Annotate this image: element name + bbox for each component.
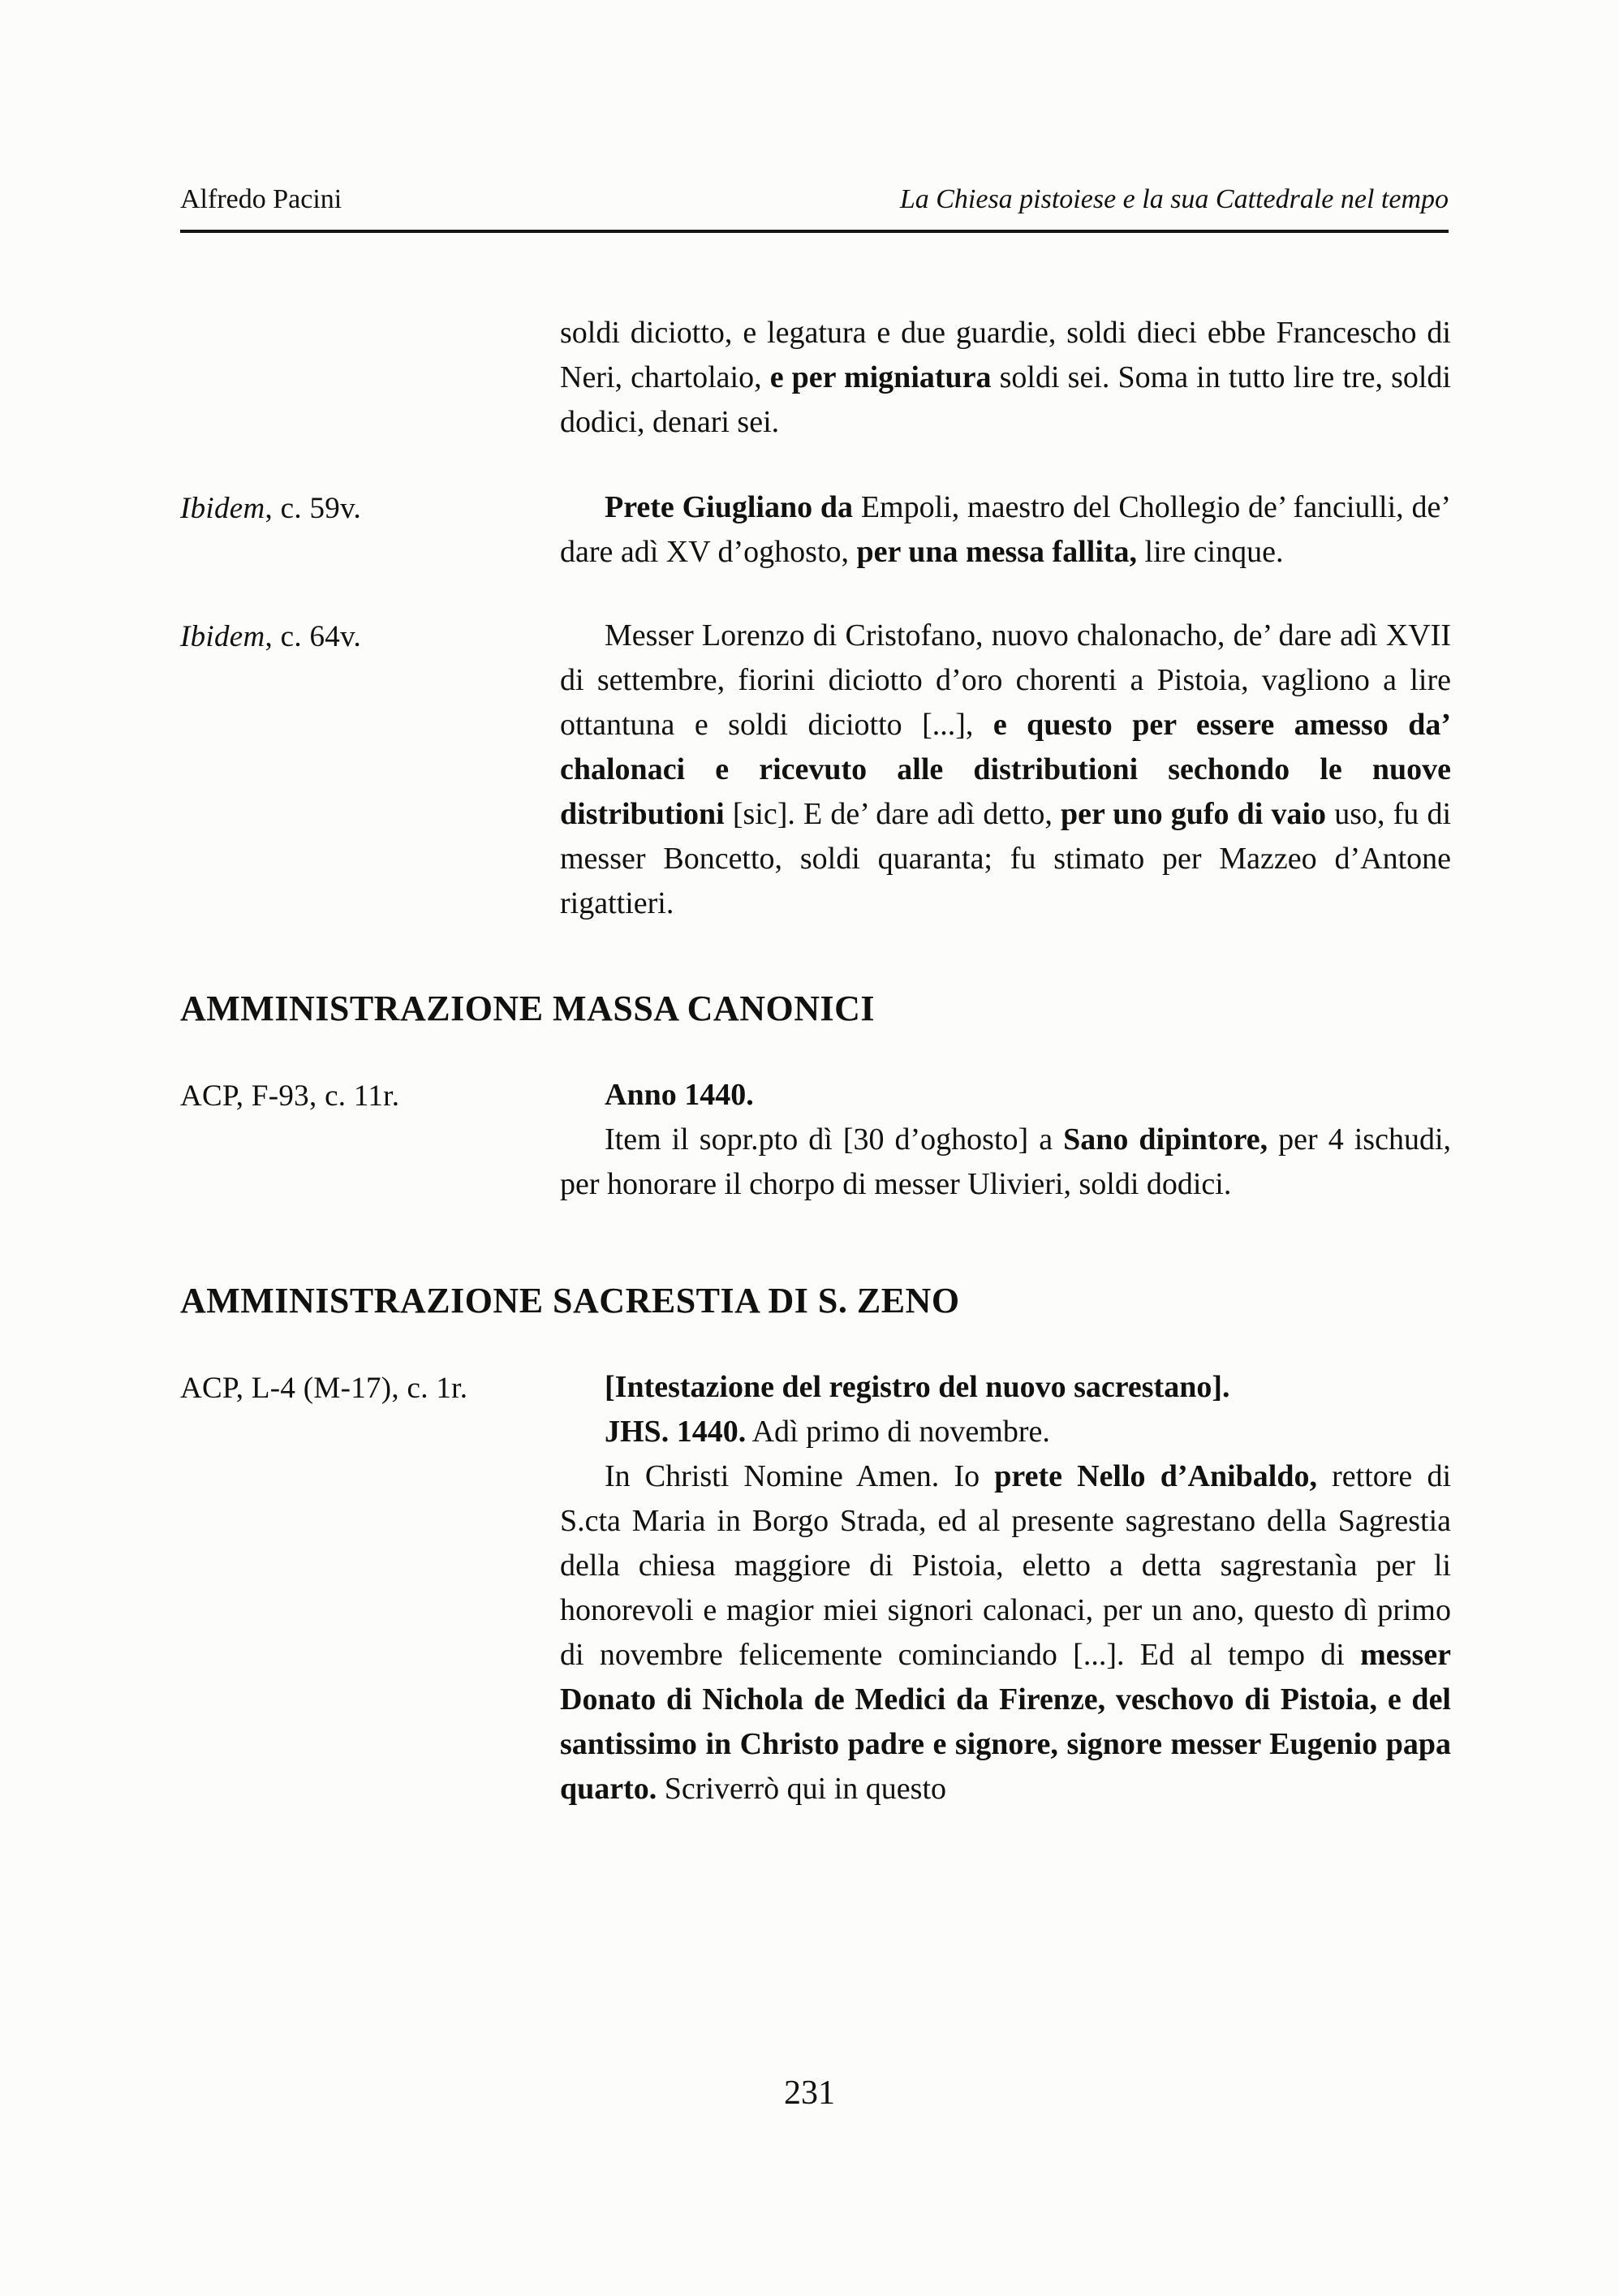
margin-note-empty [180, 311, 560, 312]
text-segment: per 4 ischudi, per honorare il chorpo di messer Ulivieri, soldi dodici. [560, 1122, 1452, 1201]
entry-paragraph [560, 614, 1451, 926]
page-body [180, 311, 1451, 1811]
text-segment: lire cinque. [1137, 535, 1284, 569]
text-segment: e per migniatura [769, 360, 992, 394]
entry-acp-f93 [180, 1073, 1451, 1207]
text-segment: [sic]. E de’ dare adì detto, [724, 797, 1061, 831]
header-author: Alfredo Pacini [180, 184, 342, 214]
text-segment: Prete Giugliano da [605, 490, 861, 524]
entry-text [560, 485, 1451, 575]
text-segment: Ibidem [180, 492, 265, 525]
text-segment: prete Nello d’Anibaldo, [994, 1459, 1317, 1493]
text-segment: [Intestazione del registro del nuovo sacrestano]. [605, 1370, 1230, 1404]
entry-ibidem-59v [180, 485, 1451, 575]
entry-paragraph [560, 1410, 1451, 1454]
text-segment: soldi sei. Soma in tutto lire tre, soldi dodici, denari sei. [560, 360, 1451, 439]
text-segment: uso, fu di messer Boncetto, soldi quaranta; fu stimato per Mazzeo d’Antone rigattieri. [560, 797, 1452, 920]
text-segment: e questo per essere amesso da’ chalonaci e ricevuto alle distributioni sechondo le nuove distributioni [560, 708, 1451, 831]
text-segment: , c. 64v. [265, 620, 362, 653]
section-heading-massa-canonici: AMMINISTRAZIONE MASSA CANONICI [180, 989, 875, 1028]
text-segment: messer Donato di Nichola de Medici da Firenze, veschovo di Pistoia, e del santissimo in Christo padre e signore, signore messer Eugenio papa quarto. [560, 1638, 1451, 1806]
text-segment: Anno 1440. [605, 1078, 754, 1112]
header-rule [180, 230, 1449, 233]
header-running-title: La Chiesa pistoiese e la sua Cattedrale nel tempo [899, 184, 1449, 214]
text-segment: Empoli, maestro del Chollegio de’ fanciulli, de’ dare adì XV d’oghosto, [560, 490, 1451, 569]
text-segment: JHS. 1440. [605, 1415, 747, 1449]
text-segment: Sano dipintore, [1063, 1122, 1268, 1157]
entry-continuation [180, 311, 1451, 445]
margin-note [180, 1365, 560, 1411]
text-segment: Item il sopr.pto dì [30 d’oghosto] a [605, 1122, 1064, 1157]
text-segment: per uno gufo di vaio [1060, 797, 1327, 831]
entry-text [560, 614, 1451, 926]
margin-note [180, 614, 560, 659]
text-segment: per una messa fallita, [856, 535, 1138, 569]
margin-note [180, 1073, 560, 1118]
text-segment: Adì primo di novembre. [746, 1415, 1050, 1449]
text-segment: Scriverrò qui in questo [657, 1772, 947, 1806]
entry-paragraph [560, 1073, 1451, 1118]
entry-text [560, 311, 1451, 445]
entry-paragraph [560, 1454, 1451, 1811]
page-number: 231 [784, 2074, 835, 2112]
section-heading-sacrestia-s-zeno: AMMINISTRAZIONE SACRESTIA DI S. ZENO [180, 1281, 960, 1320]
text-segment: , c. 59v. [265, 492, 362, 525]
text-segment: soldi diciotto, e legatura e due guardie, soldi dieci ebbe Francescho di Neri, chartolaio, [560, 316, 1451, 394]
text-segment: Ibidem [180, 620, 265, 653]
text-segment: Messer Lorenzo di Cristofano, nuovo chalonacho, de’ dare adì XVII di settembre, fiorini diciotto d’oro chorenti a Pistoia, vagliono a lire ottantuna e soldi diciotto [...], [560, 618, 1451, 742]
text-segment: rettore di S.cta Maria in Borgo Strada, ed al presente sagrestano della Sagrestia della chiesa maggiore di Pistoia, eletto a detta sagrestanìa per li honorevoli e magior miei signori calonaci, per un ano, questo dì primo di novembre felicemente cominciando [...]. Ed al tempo di [560, 1459, 1452, 1672]
text-segment: ACP, F-93, c. 11r. [180, 1079, 400, 1113]
text-segment: In Christi Nomine Amen. Io [605, 1459, 995, 1493]
page-header [180, 183, 1449, 216]
entry-paragraph [560, 485, 1451, 575]
entry-text [560, 1073, 1451, 1207]
entry-paragraph [560, 311, 1451, 445]
text-segment: ACP, L-4 (M-17), c. 1r. [180, 1372, 468, 1405]
entry-text [560, 1365, 1451, 1811]
entry-paragraph [560, 1118, 1451, 1207]
entry-paragraph [560, 1365, 1451, 1410]
entry-acp-l4 [180, 1365, 1451, 1811]
margin-note [180, 485, 560, 531]
entry-ibidem-64v [180, 614, 1451, 926]
